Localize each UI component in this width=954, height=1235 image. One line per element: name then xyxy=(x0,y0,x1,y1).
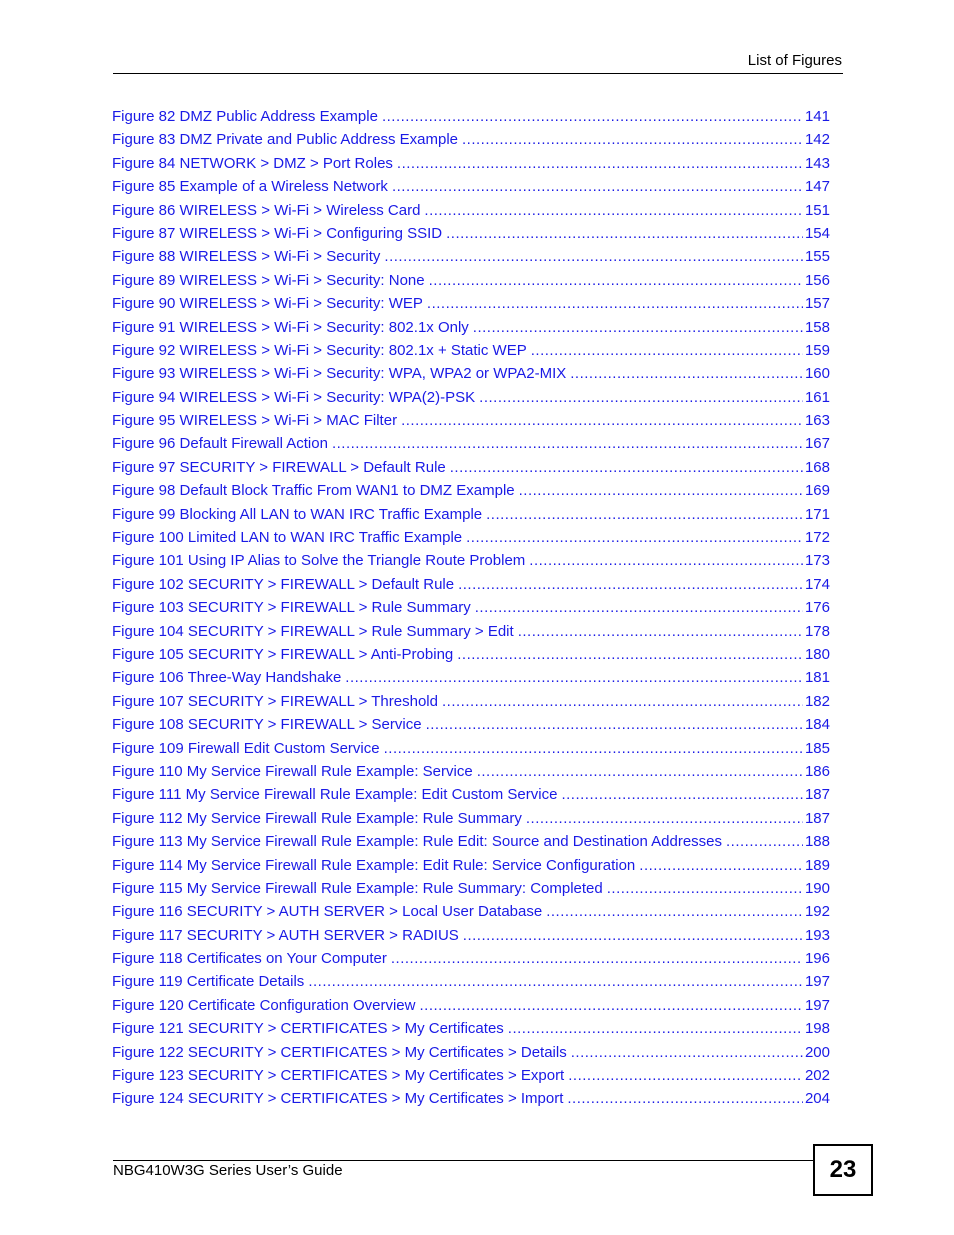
dot-leader xyxy=(457,643,803,666)
figure-list xyxy=(112,105,830,1111)
toc-entry-page: 184 xyxy=(804,716,830,734)
toc-entry-label: Figure 92 WIRELESS > Wi-Fi > Security: 802.1x + Static WEP xyxy=(112,341,527,359)
toc-entry-page: 180 xyxy=(804,645,830,663)
toc-entry[interactable] xyxy=(112,666,830,689)
toc-entry[interactable] xyxy=(112,128,830,151)
toc-entry-page: 186 xyxy=(804,762,830,780)
toc-entry-label: Figure 94 WIRELESS > Wi-Fi > Security: WPA(2)-PSK xyxy=(112,388,476,406)
dot-leader xyxy=(308,970,803,993)
dot-leader xyxy=(462,128,803,151)
toc-entry-label: Figure 104 SECURITY > FIREWALL > Rule Summary > Edit xyxy=(112,622,514,640)
dot-leader xyxy=(384,737,803,760)
toc-entry-label: Figure 120 Certificate Configuration Overview xyxy=(112,996,416,1014)
toc-entry[interactable] xyxy=(112,643,830,666)
toc-entry-label: Figure 102 SECURITY > FIREWALL > Default Rule xyxy=(112,575,455,593)
toc-entry[interactable] xyxy=(112,854,830,877)
dot-leader xyxy=(463,924,803,947)
dot-leader xyxy=(450,456,803,479)
dot-leader xyxy=(466,526,803,549)
dot-leader xyxy=(419,994,802,1017)
toc-entry-page: 192 xyxy=(804,903,830,921)
dot-leader xyxy=(382,105,803,128)
toc-entry-page: 151 xyxy=(804,201,830,219)
dot-leader xyxy=(479,386,803,409)
dot-leader xyxy=(458,573,803,596)
dot-leader xyxy=(384,245,803,268)
toc-entry-page: 196 xyxy=(804,950,830,968)
toc-entry[interactable] xyxy=(112,713,830,736)
dot-leader xyxy=(391,947,803,970)
toc-entry[interactable] xyxy=(112,222,830,245)
toc-entry-page: 190 xyxy=(804,879,830,897)
toc-entry[interactable] xyxy=(112,737,830,760)
dot-leader xyxy=(518,620,803,643)
toc-entry-label: Figure 119 Certificate Details xyxy=(112,973,305,991)
toc-entry-label: Figure 96 Default Firewall Action xyxy=(112,435,328,453)
toc-entry-page: 158 xyxy=(804,318,830,336)
dot-leader xyxy=(546,900,803,923)
toc-entry-page: 142 xyxy=(804,131,830,149)
dot-leader xyxy=(401,409,803,432)
toc-entry[interactable] xyxy=(112,269,830,292)
dot-leader xyxy=(639,854,803,877)
toc-entry-page: 154 xyxy=(804,224,830,242)
toc-entry[interactable] xyxy=(112,105,830,128)
toc-entry[interactable] xyxy=(112,900,830,923)
dot-leader xyxy=(570,362,803,385)
dot-leader xyxy=(426,713,803,736)
toc-entry[interactable] xyxy=(112,924,830,947)
dot-leader xyxy=(607,877,803,900)
toc-entry-label: Figure 123 SECURITY > CERTIFICATES > My Certificates > Export xyxy=(112,1067,565,1085)
toc-entry-page: 189 xyxy=(804,856,830,874)
toc-entry[interactable] xyxy=(112,292,830,315)
toc-entry-page: 155 xyxy=(804,248,830,266)
dot-leader xyxy=(424,199,803,222)
toc-entry-label: Figure 114 My Service Firewall Rule Example: Edit Rule: Service Configuration xyxy=(112,856,636,874)
toc-entry-label: Figure 108 SECURITY > FIREWALL > Service xyxy=(112,716,422,734)
toc-entry[interactable] xyxy=(112,1087,830,1110)
dot-leader xyxy=(561,783,803,806)
toc-entry-label: Figure 110 My Service Firewall Rule Example: Service xyxy=(112,762,473,780)
toc-entry-label: Figure 101 Using IP Alias to Solve the Triangle Route Problem xyxy=(112,552,526,570)
toc-entry-label: Figure 99 Blocking All LAN to WAN IRC Traffic Example xyxy=(112,505,483,523)
toc-entry-page: 181 xyxy=(804,669,830,687)
toc-entry-label: Figure 112 My Service Firewall Rule Example: Rule Summary xyxy=(112,809,522,827)
toc-entry-label: Figure 97 SECURITY > FIREWALL > Default Rule xyxy=(112,458,446,476)
toc-entry-label: Figure 107 SECURITY > FIREWALL > Threshold xyxy=(112,692,438,710)
dot-leader xyxy=(567,1087,803,1110)
toc-entry[interactable] xyxy=(112,760,830,783)
toc-entry-label: Figure 88 WIRELESS > Wi-Fi > Security xyxy=(112,248,381,266)
toc-entry[interactable] xyxy=(112,339,830,362)
toc-entry-label: Figure 111 My Service Firewall Rule Example: Edit Custom Service xyxy=(112,786,558,804)
dot-leader xyxy=(531,339,803,362)
toc-entry[interactable] xyxy=(112,573,830,596)
toc-entry-label: Figure 82 DMZ Public Address Example xyxy=(112,108,378,125)
toc-entry-page: 168 xyxy=(804,458,830,476)
toc-entry-label: Figure 113 My Service Firewall Rule Example: Rule Edit: Source and Destination Addresses xyxy=(112,833,723,851)
toc-entry-page: 193 xyxy=(804,926,830,944)
toc-entry[interactable] xyxy=(112,409,830,432)
dot-leader xyxy=(568,1064,803,1087)
toc-entry-page: 143 xyxy=(804,154,830,172)
toc-entry-label: Figure 100 Limited LAN to WAN IRC Traffic Example xyxy=(112,529,463,547)
toc-entry-page: 176 xyxy=(804,599,830,617)
toc-entry[interactable] xyxy=(112,783,830,806)
dot-leader xyxy=(726,830,803,853)
dot-leader xyxy=(529,549,803,572)
toc-entry-page: 159 xyxy=(804,341,830,359)
toc-entry[interactable] xyxy=(112,456,830,479)
toc-entry-page: 160 xyxy=(804,365,830,383)
dot-leader xyxy=(429,269,803,292)
page-number: 23 xyxy=(829,1156,857,1183)
footer-guide-title: NBG410W3G Series User’s Guide xyxy=(113,1162,343,1179)
toc-entry-page: 167 xyxy=(804,435,830,453)
toc-entry[interactable] xyxy=(112,386,830,409)
toc-entry[interactable] xyxy=(112,199,830,222)
toc-entry-page: 198 xyxy=(804,1020,830,1038)
toc-entry-page: 141 xyxy=(804,108,830,125)
page-header-title: List of Figures xyxy=(747,52,842,69)
toc-entry-page: 157 xyxy=(804,295,830,313)
toc-entry-page: 197 xyxy=(804,996,830,1014)
toc-entry-label: Figure 118 Certificates on Your Computer xyxy=(112,950,387,968)
toc-entry-page: 204 xyxy=(804,1090,830,1108)
toc-entry[interactable] xyxy=(112,690,830,713)
toc-entry[interactable] xyxy=(112,432,830,455)
dot-leader xyxy=(486,503,803,526)
toc-entry[interactable] xyxy=(112,994,830,1017)
toc-entry-label: Figure 98 Default Block Traffic From WAN1 to DMZ Example xyxy=(112,482,515,500)
toc-entry-label: Figure 95 WIRELESS > Wi-Fi > MAC Filter xyxy=(112,412,398,430)
toc-entry-label: Figure 106 Three-Way Handshake xyxy=(112,669,342,687)
toc-entry-label: Figure 90 WIRELESS > Wi-Fi > Security: WEP xyxy=(112,295,423,313)
dot-leader xyxy=(473,316,803,339)
toc-entry-label: Figure 85 Example of a Wireless Network xyxy=(112,178,388,196)
toc-entry-label: Figure 93 WIRELESS > Wi-Fi > Security: WPA, WPA2 or WPA2-MIX xyxy=(112,365,567,383)
toc-entry-label: Figure 91 WIRELESS > Wi-Fi > Security: 802.1x Only xyxy=(112,318,469,336)
toc-entry-page: 182 xyxy=(804,692,830,710)
toc-entry-page: 185 xyxy=(804,739,830,757)
toc-entry-page: 174 xyxy=(804,575,830,593)
toc-entry-label: Figure 103 SECURITY > FIREWALL > Rule Summary xyxy=(112,599,471,617)
footer-rule xyxy=(113,1160,813,1161)
toc-entry[interactable] xyxy=(112,526,830,549)
toc-entry-page: 200 xyxy=(804,1043,830,1061)
toc-entry-page: 197 xyxy=(804,973,830,991)
toc-entry[interactable] xyxy=(112,245,830,268)
dot-leader xyxy=(392,175,803,198)
toc-entry[interactable] xyxy=(112,807,830,830)
toc-entry-page: 171 xyxy=(804,505,830,523)
toc-entry[interactable] xyxy=(112,1017,830,1040)
toc-entry[interactable] xyxy=(112,1041,830,1064)
dot-leader xyxy=(477,760,803,783)
header-rule xyxy=(113,73,843,74)
page-number-box xyxy=(813,1144,873,1196)
toc-entry-page: 172 xyxy=(804,529,830,547)
toc-entry-label: Figure 121 SECURITY > CERTIFICATES > My Certificates xyxy=(112,1020,504,1038)
toc-entry-label: Figure 83 DMZ Private and Public Address Example xyxy=(112,131,458,149)
toc-entry[interactable] xyxy=(112,175,830,198)
toc-entry-label: Figure 122 SECURITY > CERTIFICATES > My Certificates > Details xyxy=(112,1043,567,1061)
toc-entry[interactable] xyxy=(112,970,830,993)
toc-entry[interactable] xyxy=(112,620,830,643)
toc-entry[interactable] xyxy=(112,549,830,572)
toc-entry-page: 147 xyxy=(804,178,830,196)
toc-entry[interactable] xyxy=(112,152,830,175)
toc-entry-page: 187 xyxy=(804,786,830,804)
toc-entry-label: Figure 116 SECURITY > AUTH SERVER > Local User Database xyxy=(112,903,543,921)
toc-entry-label: Figure 109 Firewall Edit Custom Service xyxy=(112,739,380,757)
toc-entry[interactable] xyxy=(112,596,830,619)
toc-entry[interactable] xyxy=(112,479,830,502)
toc-entry-page: 169 xyxy=(804,482,830,500)
toc-entry-label: Figure 115 My Service Firewall Rule Example: Rule Summary: Completed xyxy=(112,879,603,897)
toc-entry-label: Figure 86 WIRELESS > Wi-Fi > Wireless Card xyxy=(112,201,421,219)
toc-entry[interactable] xyxy=(112,877,830,900)
toc-entry[interactable] xyxy=(112,947,830,970)
dot-leader xyxy=(475,596,803,619)
dot-leader xyxy=(345,666,803,689)
toc-entry-page: 202 xyxy=(804,1067,830,1085)
toc-entry-label: Figure 87 WIRELESS > Wi-Fi > Configuring SSID xyxy=(112,224,443,242)
toc-entry-label: Figure 84 NETWORK > DMZ > Port Roles xyxy=(112,154,393,172)
toc-entry[interactable] xyxy=(112,362,830,385)
toc-entry-label: Figure 89 WIRELESS > Wi-Fi > Security: None xyxy=(112,271,425,289)
toc-entry-page: 161 xyxy=(804,388,830,406)
toc-entry-page: 188 xyxy=(804,833,830,851)
toc-entry-label: Figure 124 SECURITY > CERTIFICATES > My Certificates > Import xyxy=(112,1090,564,1108)
toc-entry[interactable] xyxy=(112,830,830,853)
dot-leader xyxy=(397,152,803,175)
toc-entry-page: 163 xyxy=(804,412,830,430)
dot-leader xyxy=(571,1041,803,1064)
dot-leader xyxy=(427,292,803,315)
dot-leader xyxy=(526,807,803,830)
dot-leader xyxy=(442,690,803,713)
dot-leader xyxy=(508,1017,803,1040)
toc-entry-page: 178 xyxy=(804,622,830,640)
toc-entry-page: 173 xyxy=(804,552,830,570)
dot-leader xyxy=(519,479,803,502)
toc-entry[interactable] xyxy=(112,1064,830,1087)
toc-entry[interactable] xyxy=(112,503,830,526)
toc-entry-page: 187 xyxy=(804,809,830,827)
toc-entry-label: Figure 117 SECURITY > AUTH SERVER > RADIUS xyxy=(112,926,459,944)
toc-entry-label: Figure 105 SECURITY > FIREWALL > Anti-Probing xyxy=(112,645,454,663)
toc-entry-page: 156 xyxy=(804,271,830,289)
toc-entry[interactable] xyxy=(112,316,830,339)
dot-leader xyxy=(446,222,803,245)
dot-leader xyxy=(332,432,803,455)
